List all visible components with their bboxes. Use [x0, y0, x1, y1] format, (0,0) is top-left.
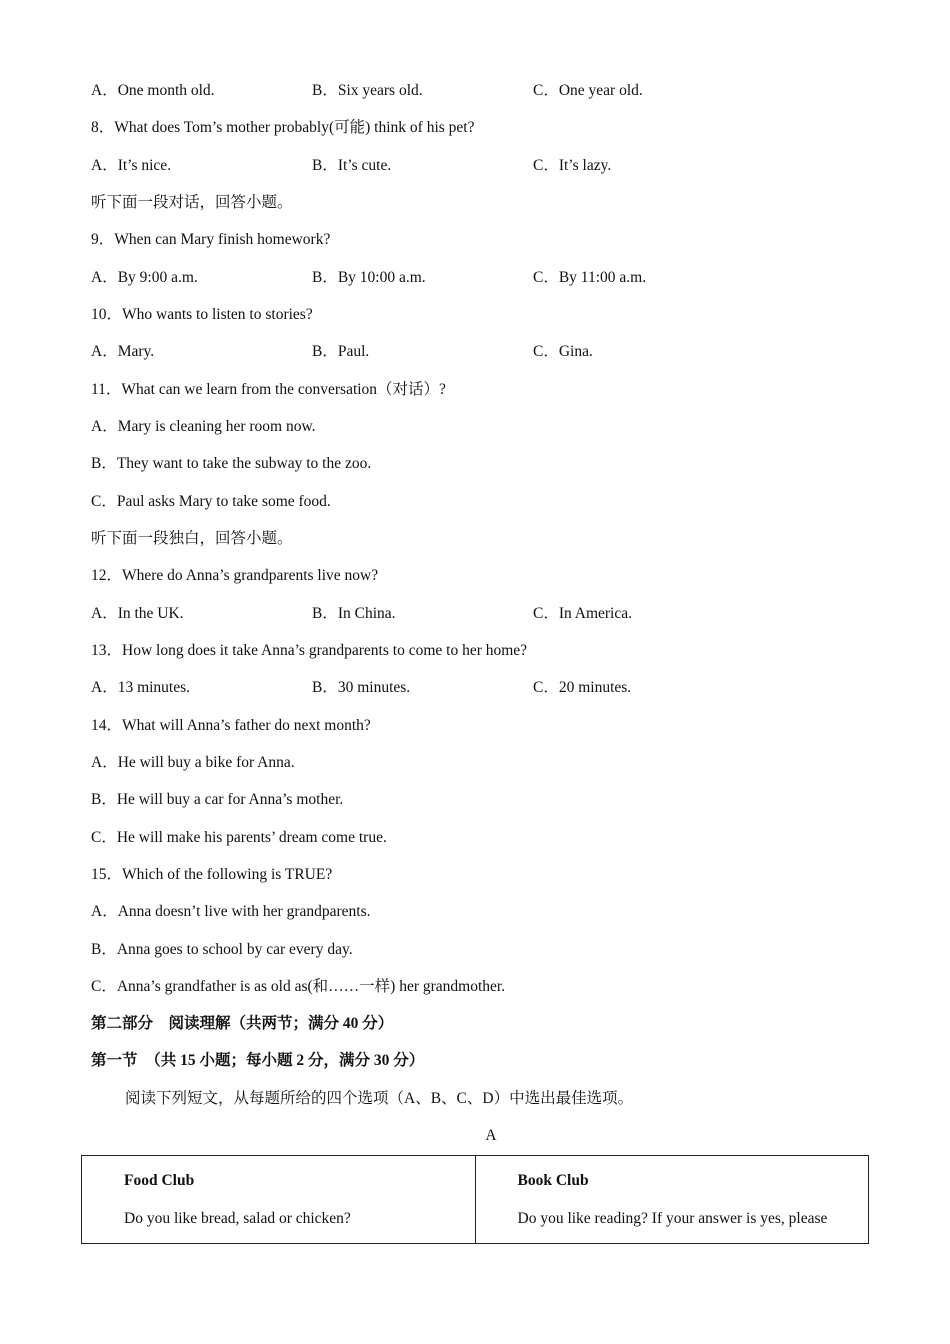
q13-option-a: A．13 minutes.: [91, 679, 191, 696]
food-club-title: Food Club: [124, 1172, 195, 1189]
book-club-text: Do you like reading? If your answer is yes, please: [517, 1210, 828, 1227]
q10-option-a: A．Mary.: [91, 343, 155, 360]
q15-option-a: A．Anna doesn’t live with her grandparents.: [91, 903, 371, 920]
q14-question: 14．What will Anna’s father do next month?: [91, 717, 371, 734]
q13-option-b: B．30 minutes.: [312, 679, 411, 696]
food-club-text: Do you like bread, salad or chicken?: [124, 1210, 351, 1227]
q7-option-c: C．One year old.: [533, 82, 643, 99]
book-club-cell: [475, 1156, 869, 1244]
q7-option-a: A．One month old.: [91, 82, 215, 99]
section-dialogue-instruction: 听下面一段对话，回答小题。: [91, 194, 293, 211]
q11-question: 11．What can we learn from the conversation（对话）?: [91, 381, 446, 398]
q10-question: 10．Who wants to listen to stories?: [91, 306, 313, 323]
q15-option-b: B．Anna goes to school by car every day.: [91, 941, 353, 958]
part2-heading: 第二部分 阅读理解（共两节；满分 40 分）: [91, 1015, 394, 1032]
section1-heading: 第一节 （共 15 小题；每小题 2 分，满分 30 分）: [91, 1052, 425, 1069]
q13-question: 13．How long does it take Anna’s grandparents to come to her home?: [91, 642, 528, 659]
q9-option-c: C．By 11:00 a.m.: [533, 269, 647, 286]
q9-question: 9．When can Mary finish homework?: [91, 231, 331, 248]
q11-option-a: A．Mary is cleaning her room now.: [91, 418, 316, 435]
q8-question: 8．What does Tom’s mother probably(可能) think of his pet?: [91, 119, 475, 136]
q10-option-b: B．Paul.: [312, 343, 370, 360]
q8-option-c: C．It’s lazy.: [533, 157, 612, 174]
q9-option-a: A．By 9:00 a.m.: [91, 269, 198, 286]
reading-instructions: 阅读下列短文，从每题所给的四个选项（A、B、C、D）中选出最佳选项。: [125, 1090, 634, 1107]
q13-option-c: C．20 minutes.: [533, 679, 632, 696]
q8-option-b: B．It’s cute.: [312, 157, 392, 174]
q10-option-c: C．Gina.: [533, 343, 593, 360]
food-club-cell: [82, 1156, 476, 1244]
q11-option-c: C．Paul asks Mary to take some food.: [91, 493, 331, 510]
q12-option-a: A．In the UK.: [91, 605, 184, 622]
q12-option-c: C．In America.: [533, 605, 633, 622]
q15-question: 15．Which of the following is TRUE?: [91, 866, 333, 883]
book-club-title: Book Club: [517, 1172, 589, 1189]
q14-option-a: A．He will buy a bike for Anna.: [91, 754, 295, 771]
q7-option-b: B．Six years old.: [312, 82, 423, 99]
q11-option-b: B．They want to take the subway to the zoo.: [91, 455, 372, 472]
clubs-table: [81, 1155, 869, 1244]
q15-option-c: C．Anna’s grandfather is as old as(和……一样) her grandmother.: [91, 978, 506, 995]
section-monologue-instruction: 听下面一段独白，回答小题。: [91, 530, 293, 547]
q12-option-b: B．In China.: [312, 605, 396, 622]
q14-option-b: B．He will buy a car for Anna’s mother.: [91, 791, 344, 808]
q12-question: 12．Where do Anna’s grandparents live now?: [91, 567, 379, 584]
passage-label: A: [485, 1127, 497, 1144]
q9-option-b: B．By 10:00 a.m.: [312, 269, 426, 286]
q8-option-a: A．It’s nice.: [91, 157, 172, 174]
q14-option-c: C．He will make his parents’ dream come true.: [91, 829, 387, 846]
